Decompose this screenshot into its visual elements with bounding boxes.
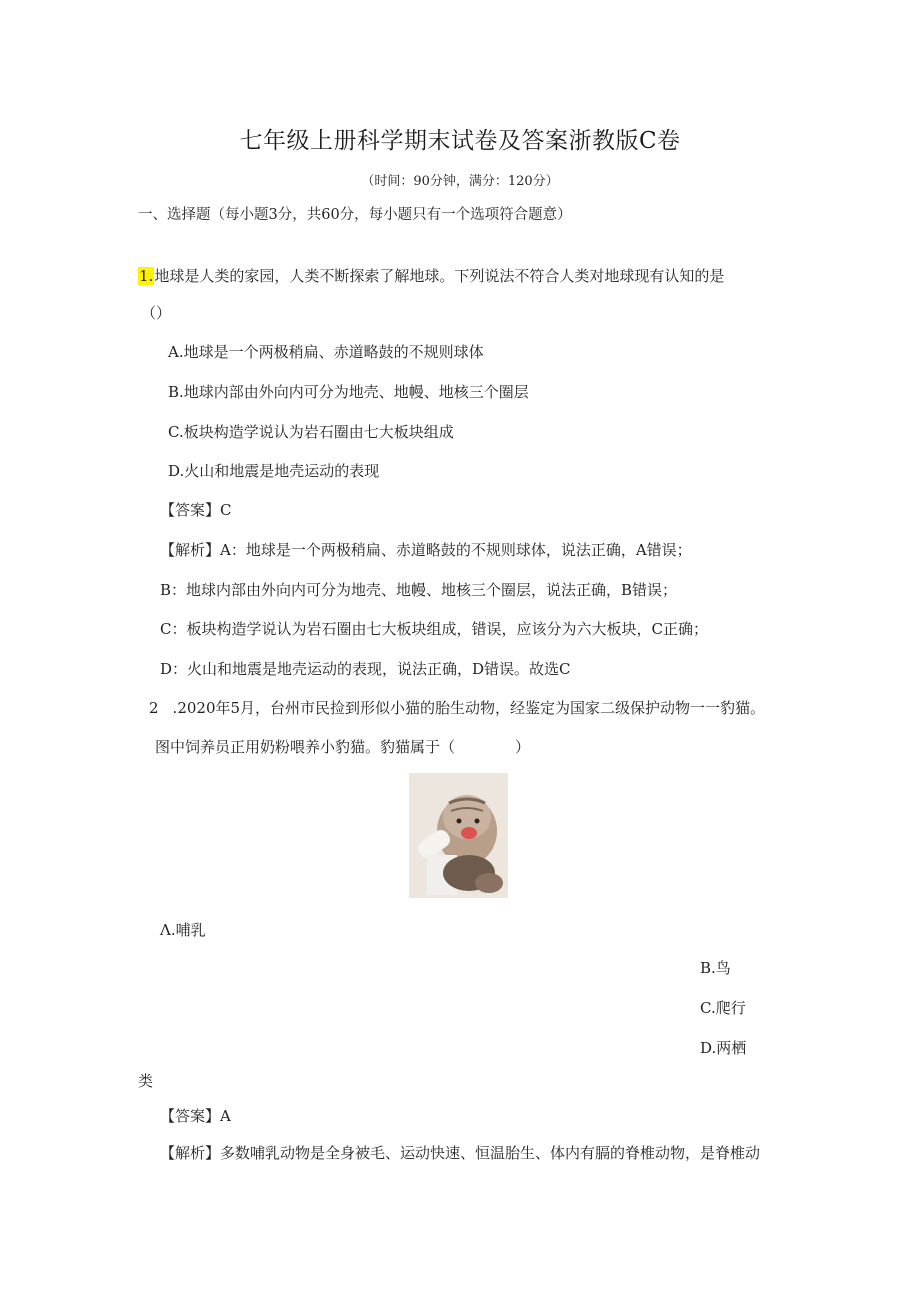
exam-info: （时间：90分钟，满分：120分） <box>361 174 559 189</box>
q2-option-a: Λ.哺乳 <box>160 921 206 939</box>
q1-analysis-line: B：地球内部由外向内可分为地壳、地幔、地核三个圈层，说法正确，B错误； <box>160 581 678 599</box>
question-text: .2020年5月，台州市民捡到形似小猫的胎生动物，经鉴定为国家二级保护动物一一豹猫。 <box>172 699 766 717</box>
q1-option-c: C.板块构造学说认为岩石圈由七大板块组成 <box>168 423 454 441</box>
q2-answer: 【答案】A <box>160 1107 231 1125</box>
q1-option-d: D.火山和地震是地壳运动的表现 <box>168 462 380 480</box>
leopard-cat-feeding-photo <box>409 773 508 898</box>
q2-option-c: C.爬行 <box>700 999 746 1017</box>
question-number: 1. <box>139 267 154 285</box>
question-1-stem <box>138 266 724 286</box>
q1-analysis-line: C：板块构造学说认为岩石圈由七大板块组成，错误，应该分为六大板块，C正确； <box>160 620 708 638</box>
question-text: 地球是人类的家园，人类不断探索了解地球。下列说法不符合人类对地球现有认知的是 <box>154 267 725 285</box>
q1-analysis-line: 【解析】A：地球是一个两极稍扁、赤道略鼓的不规则球体，说法正确，A错误； <box>160 541 692 559</box>
q2-option-d: D.两栖 <box>700 1039 747 1057</box>
q1-option-b: B.地球内部由外向内可分为地壳、地幔、地核三个圈层 <box>168 383 529 401</box>
question-number: 2 <box>149 699 159 717</box>
q2-option-b: B.鸟 <box>700 959 731 977</box>
question-1-blank: （） <box>141 304 172 322</box>
page-title: 七年级上册科学期末试卷及答案浙教版C卷 <box>239 128 681 154</box>
q2-option-d-continuation: 类 <box>138 1072 154 1090</box>
question-2-stem-cont: 图中饲养员正用奶粉喂养小豹猫。豹猫属于（ ） <box>155 738 531 756</box>
q1-answer: 【答案】C <box>160 501 232 519</box>
q1-analysis-line: D：火山和地震是地壳运动的表现，说法正确，D错误。故选C <box>160 660 571 678</box>
photo-illustration <box>409 773 508 898</box>
q1-option-a: A.地球是一个两极稍扁、赤道略鼓的不规则球体 <box>168 343 484 361</box>
q2-analysis-line: 【解析】多数哺乳动物是全身被毛、运动快速、恒温胎生、体内有膈的脊椎动物，是脊椎动 <box>160 1144 761 1162</box>
section-heading: 一、选择题（每小题3分，共60分，每小题只有一个选项符合题意） <box>138 207 572 223</box>
question-2-stem <box>149 698 765 718</box>
